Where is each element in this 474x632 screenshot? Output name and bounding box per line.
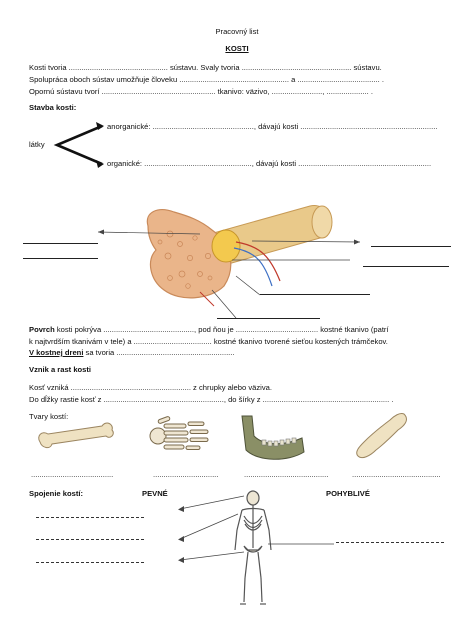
vznik-heading: Vznik a rast kosti xyxy=(29,365,92,374)
intro-line-2: Spolupráca oboch sústav umožňuje človeku .................................................... a ....................................... . xyxy=(29,75,384,84)
vznik-line-2: Do dĺžky rastie kosť z ........................................................., do šírky z ............................................................ . xyxy=(29,395,394,404)
intro-line-3: Opornú sústavu tvorí ...................................................... tkanivo: väzivo, ........................, .................... . xyxy=(29,87,373,96)
povrch-bold: Povrch xyxy=(29,325,55,334)
povrch-rest: kosti pokrýva ..........................................., pod ňou je ....................................... kostné tkanivo (patrí xyxy=(54,325,389,334)
dren-bold: V kostnej dreni xyxy=(29,348,84,357)
dren-rest: sa tvoria ........................................................ xyxy=(83,348,235,357)
topic-title: KOSTI xyxy=(225,44,249,53)
tvary-blank-1[interactable]: ....................................... xyxy=(31,470,114,479)
anorganicke-line: anorganické: ................................................, dávajú kosti ................................................................. xyxy=(107,122,438,131)
tvary-blank-3[interactable]: ........................................ xyxy=(244,470,329,479)
tvary-blank-2[interactable]: ............................... xyxy=(153,470,219,479)
organicke-line: organické: ..................................................., dávajú kosti ............................................................... xyxy=(107,159,432,168)
latky-label: látky xyxy=(29,140,45,149)
pohyblive-label: POHYBLIVÉ xyxy=(326,489,370,498)
pevne-label: PEVNÉ xyxy=(142,489,168,498)
spojenie-label: Spojenie kostí: xyxy=(29,489,84,498)
stavba-heading: Stavba kosti: xyxy=(29,103,77,112)
vznik-line-1: Kosť vzniká ......................................................... z chrupky alebo väziva. xyxy=(29,383,272,392)
worksheet-title: Pracovný list xyxy=(215,27,259,36)
intro-line-1: Kosti tvoria ............................................... sústavu. Svaly tvoria .................................................... sústavu. xyxy=(29,63,382,72)
tvary-label: Tvary kostí: xyxy=(29,412,69,421)
povrch-line-2: k najtvrdším tkanivám v tele) a ..................................... kostné tkanivo tvorené sieťou kostených trámčekov. xyxy=(29,337,388,346)
tvary-blank-4[interactable]: .......................................... xyxy=(352,470,441,479)
